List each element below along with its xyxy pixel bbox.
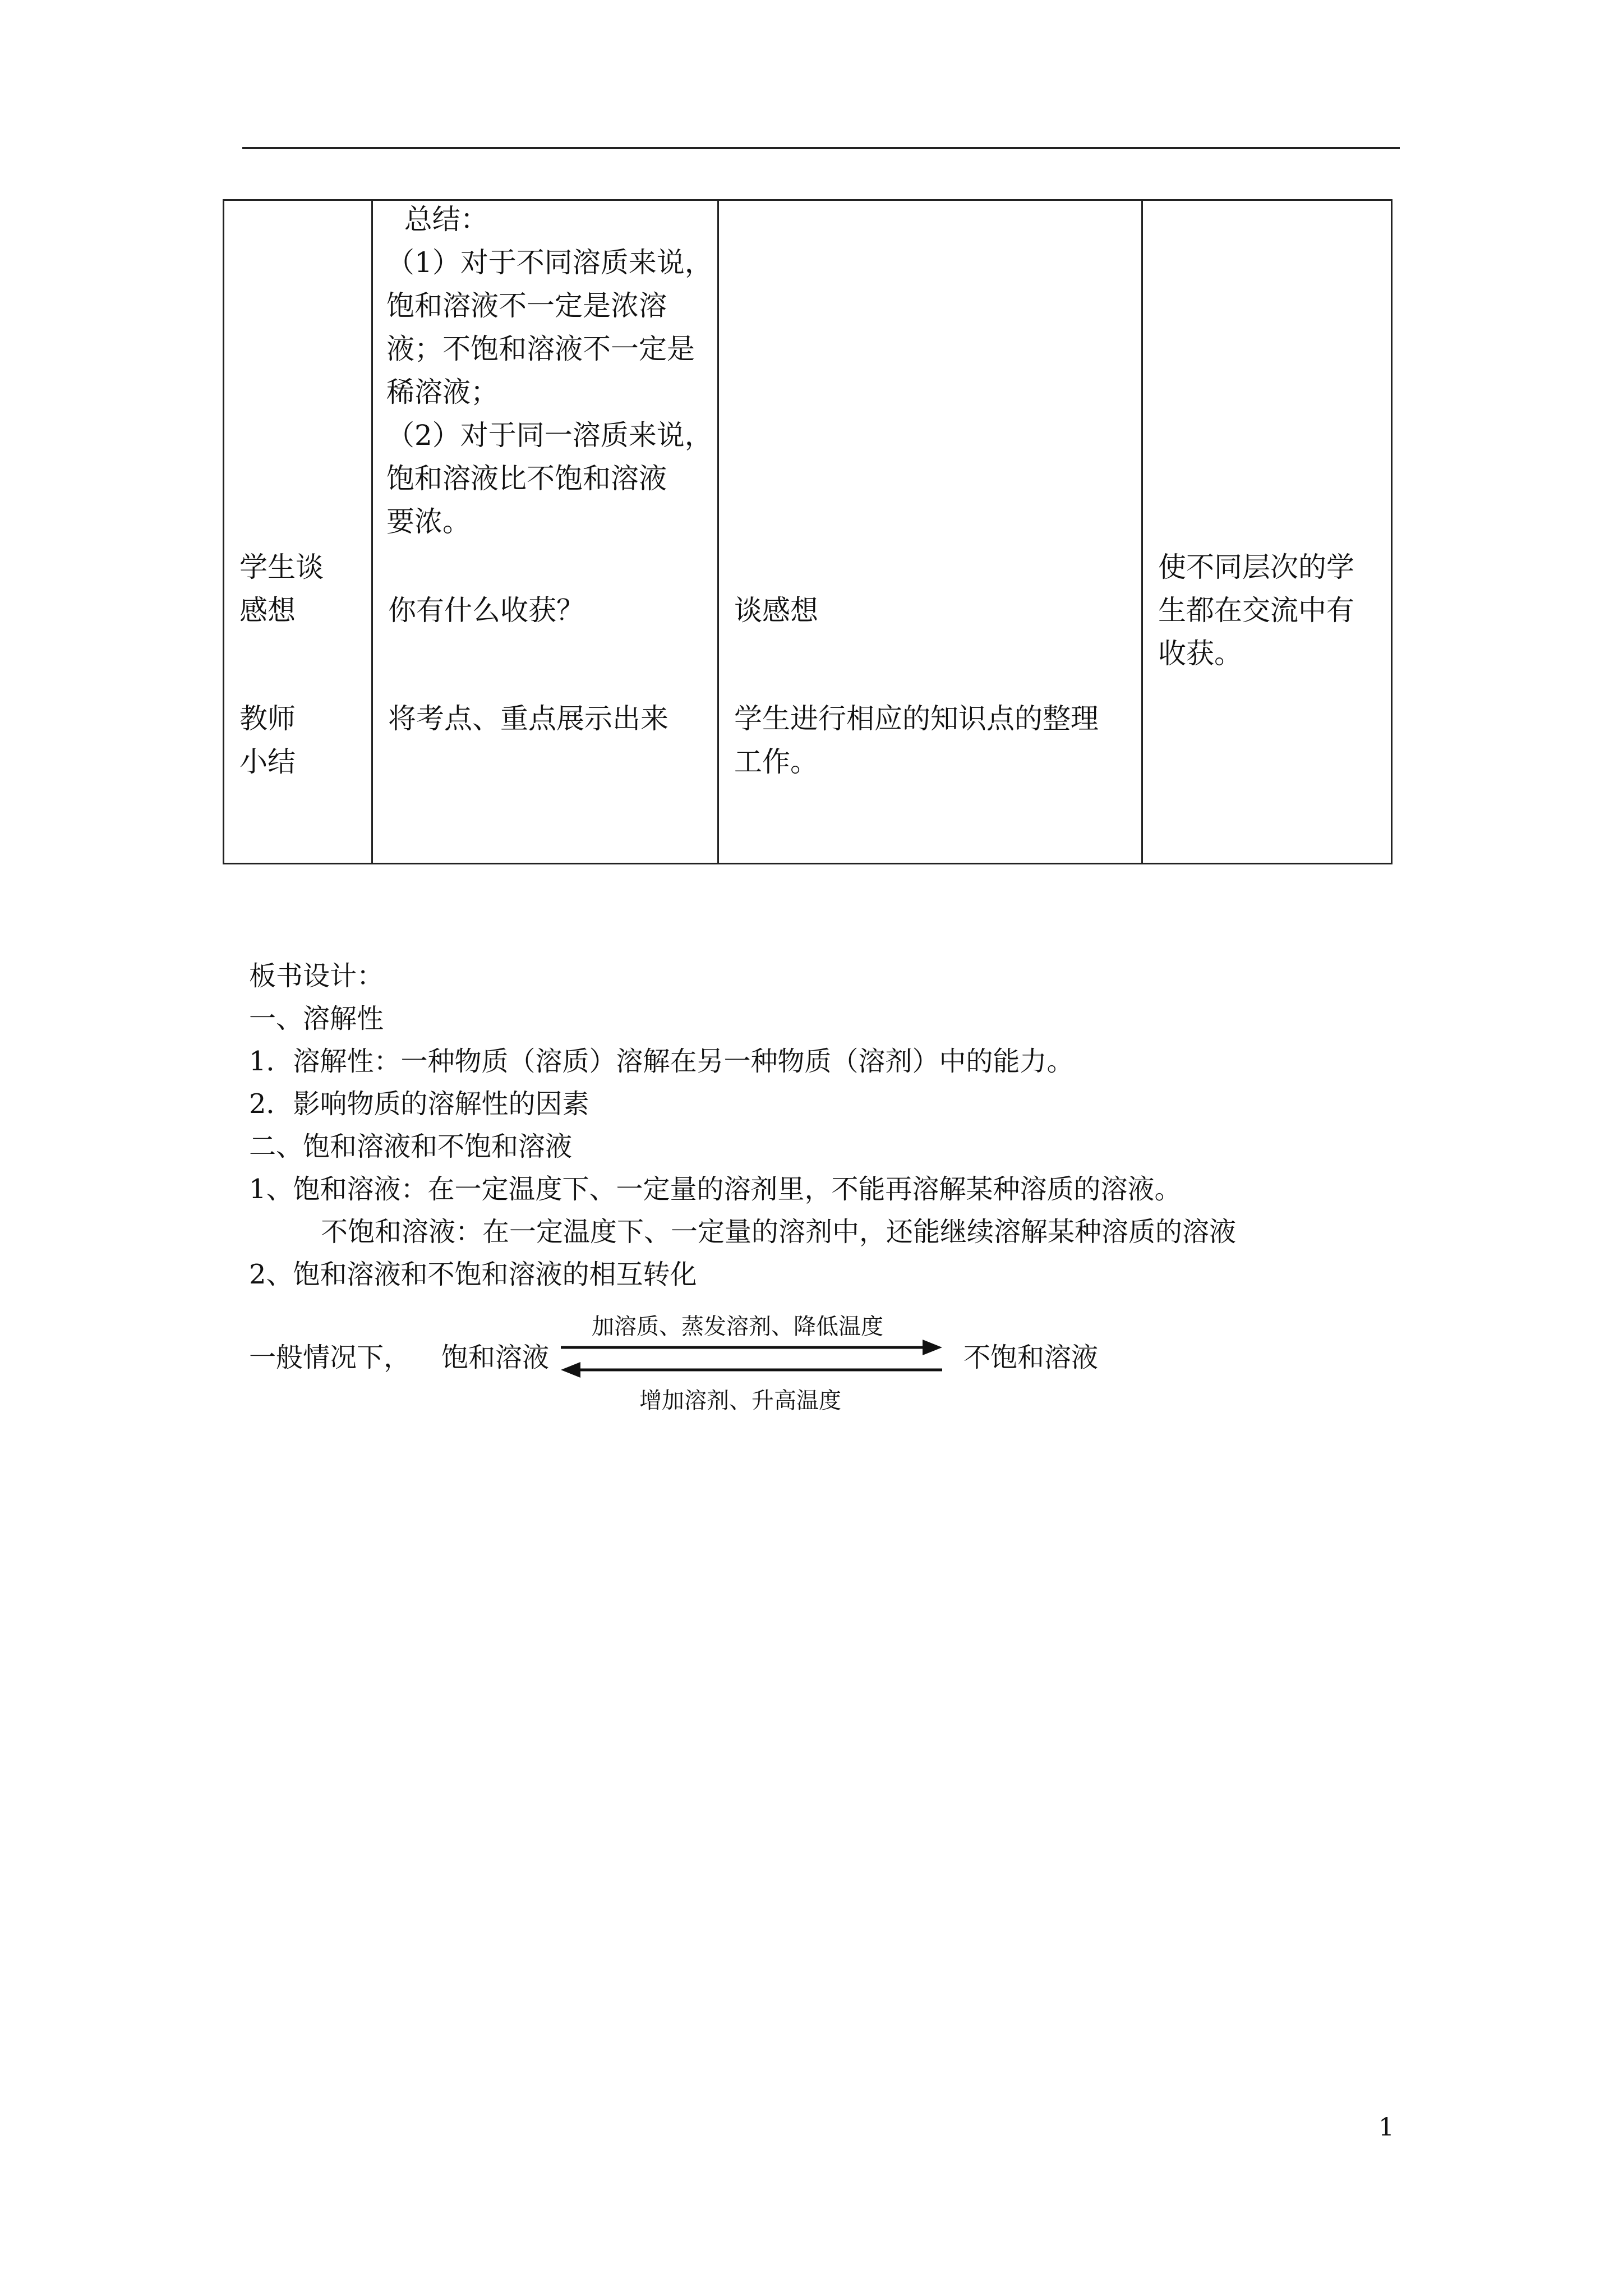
student-reflection-action: 谈感想 xyxy=(734,594,818,627)
student-organize-action: 学生进行相应的知识点的整理 工作。 xyxy=(734,702,1099,778)
item-conversion-heading: 2、饱和溶液和不饱和溶液的相互转化 xyxy=(249,1259,697,1290)
item-unsaturated-definition: 不饱和溶液：在一定温度下、一定量的溶剂中，还能继续溶解某种溶质的溶液 xyxy=(321,1216,1237,1248)
conversion-left-term: 饱和溶液 xyxy=(441,1342,550,1373)
design-intent-cell xyxy=(1142,200,1392,864)
header-rule xyxy=(242,147,1400,149)
lesson-table xyxy=(223,199,1393,864)
item-solubility-definition: 1．溶解性：一种物质（溶质）溶解在另一种物质（溶剂）中的能力。 xyxy=(249,1046,1074,1077)
teacher-question: 你有什么收获？ xyxy=(388,594,584,627)
section-heading-solubility: 一、溶解性 xyxy=(249,1003,384,1034)
item-solubility-factors: 2．影响物质的溶解性的因素 xyxy=(249,1088,589,1120)
design-intent-text: 使不同层次的学 生都在交流中有 收获。 xyxy=(1158,551,1354,670)
stage-label-student-reflection: 学生谈 感想 xyxy=(239,551,324,627)
page-number: 1 xyxy=(1378,2113,1394,2142)
board-design-title: 板书设计： xyxy=(249,960,384,992)
forward-arrow-icon xyxy=(561,1340,942,1355)
reverse-arrow-icon xyxy=(561,1362,942,1378)
summary-text: 总结： （1）对于不同溶质来说， 饱和溶液不一定是浓溶 液；不饱和溶液不一定是 稀溶液； （2）对于同一溶质来说， 饱和溶液比不饱和溶液 要浓。 xyxy=(386,203,713,538)
conversion-arrows xyxy=(555,1335,948,1386)
stage-label-teacher-summary: 教师 小结 xyxy=(239,702,296,778)
teacher-activity-cell xyxy=(372,200,718,864)
stage-cell xyxy=(224,200,372,864)
item-saturated-definition: 1、饱和溶液：在一定温度下、一定量的溶剂里，不能再溶解某种溶质的溶液。 xyxy=(249,1174,1182,1205)
conversion-right-term: 不饱和溶液 xyxy=(963,1342,1099,1373)
forward-condition-label: 加溶质、蒸发溶剂、降低温度 xyxy=(592,1314,883,1340)
teacher-summary-action: 将考点、重点展示出来 xyxy=(388,702,668,735)
conversion-prefix: 一般情况下， xyxy=(249,1342,411,1373)
reverse-condition-label: 增加溶剂、升高温度 xyxy=(639,1388,841,1414)
student-activity-cell xyxy=(718,200,1142,864)
section-heading-saturated: 二、饱和溶液和不饱和溶液 xyxy=(249,1131,573,1162)
